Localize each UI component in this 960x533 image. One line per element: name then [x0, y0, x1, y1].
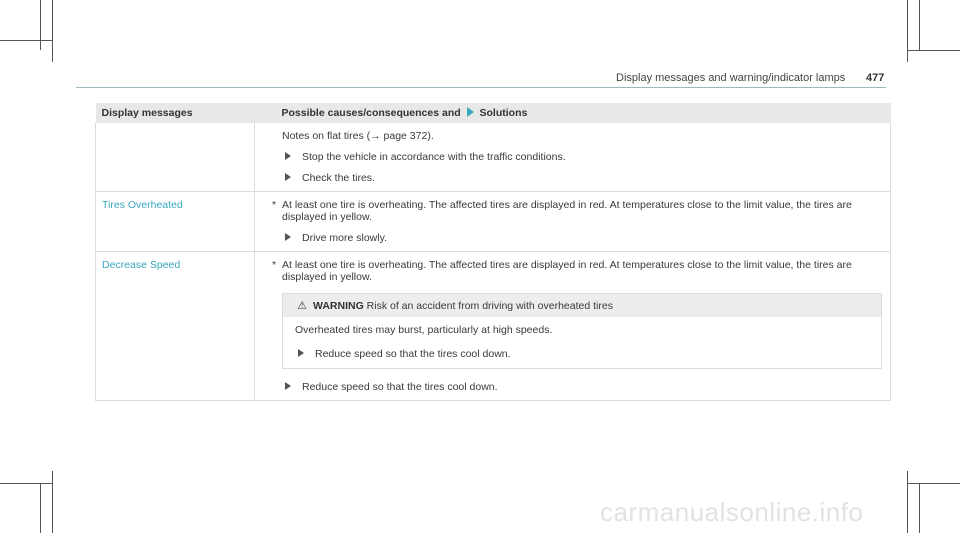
crop-mark — [919, 483, 920, 533]
solution-step: Check the tires. — [282, 172, 882, 184]
header-rule — [76, 87, 886, 88]
warning-header: ⚠ WARNING Risk of an accident from driving with overheated tires — [283, 294, 881, 317]
warning-text: Overheated tires may burst, particularly at high speeds. — [295, 324, 553, 336]
flat-tires-note: Notes on flat tires (→ page 372). — [282, 130, 434, 142]
crop-mark — [0, 483, 52, 484]
message-tires-overheated: Tires Overheated — [102, 199, 183, 211]
crop-mark — [907, 50, 960, 51]
running-header: Display messages and warning/indicator lamps — [616, 72, 846, 84]
warning-title: Risk of an accident from driving with overheated tires — [366, 300, 613, 312]
crop-mark — [907, 483, 960, 484]
crop-mark — [907, 471, 908, 533]
solution-step: Reduce speed so that the tires cool down. — [282, 381, 882, 393]
warning-body — [283, 317, 881, 368]
crop-mark — [0, 40, 52, 41]
table-row — [96, 123, 891, 192]
step-arrow-icon — [285, 152, 291, 160]
message-cell — [96, 252, 255, 401]
crop-mark — [907, 0, 908, 62]
display-messages-table — [95, 103, 891, 401]
cause-text: * At least one tire is overheating. The affected tires are displayed in red. At temperatures close to the limit value, the tires are displayed in yellow. — [272, 199, 852, 223]
causes-cell — [255, 192, 891, 252]
step-arrow-icon — [298, 349, 304, 357]
solution-arrow-icon — [467, 107, 474, 117]
step-arrow-icon — [285, 382, 291, 390]
crop-mark — [40, 0, 41, 50]
causes-cell — [255, 123, 891, 192]
causes-cell — [255, 252, 891, 401]
col-header-causes: Possible causes/consequences and Solutions — [255, 103, 891, 123]
crop-mark — [919, 0, 920, 50]
solution-step: Drive more slowly. — [282, 232, 882, 244]
page-number: 477 — [866, 72, 885, 84]
step-arrow-icon — [285, 233, 291, 241]
solution-step: Reduce speed so that the tires cool down. — [295, 348, 869, 360]
col-header-display-messages: Display messages — [96, 103, 255, 123]
warning-triangle-icon: ⚠ — [297, 300, 307, 312]
message-decrease-speed: Decrease Speed — [102, 259, 181, 271]
warning-box — [282, 293, 882, 369]
message-cell — [96, 192, 255, 252]
cause-text: * At least one tire is overheating. The affected tires are displayed in red. At temperatures close to the limit value, the tires are displayed in yellow. — [272, 259, 852, 283]
table-header-row — [96, 103, 891, 123]
solution-step: Stop the vehicle in accordance with the traffic conditions. — [282, 151, 882, 163]
step-arrow-icon — [285, 173, 291, 181]
table-row — [96, 252, 891, 401]
crop-mark — [40, 483, 41, 533]
watermark: carmanualsonline.info — [600, 497, 864, 527]
message-cell — [96, 123, 255, 192]
table-row — [96, 192, 891, 252]
crop-mark — [52, 471, 53, 533]
crop-mark — [52, 0, 53, 62]
